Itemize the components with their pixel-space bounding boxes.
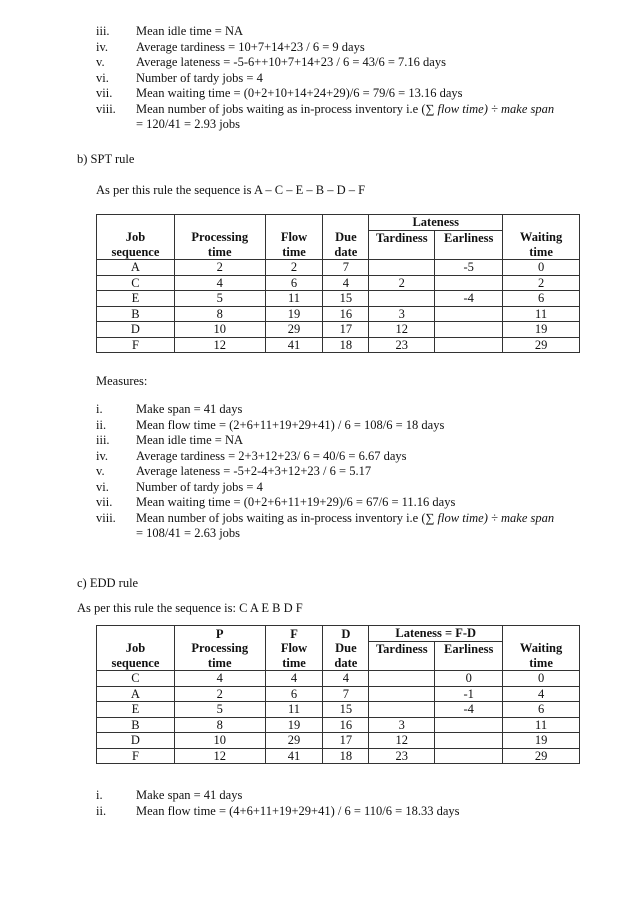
- tardiness-header: Tardiness: [369, 641, 435, 671]
- list-text: Mean waiting time = (0+2+10+14+24+29)/6 = 79/6 = 13.16 days: [136, 86, 463, 100]
- tardiness-cell: 12: [369, 733, 435, 749]
- job-cell: E: [97, 291, 175, 307]
- spt-measures-list: [0, 403, 638, 543]
- waiting-time-cell: 6: [503, 702, 580, 718]
- flow-time-cell: 41: [265, 748, 323, 764]
- list-number: ii.: [96, 417, 107, 432]
- flow-time-cell: 19: [265, 717, 323, 733]
- edd-table-body: [97, 671, 580, 764]
- processing-time-cell: 12: [174, 748, 265, 764]
- table-row: [97, 748, 580, 764]
- list-item: [0, 527, 638, 543]
- list-text: [136, 103, 554, 116]
- list-number: vii.: [96, 86, 113, 100]
- list-number: viii.: [96, 510, 116, 525]
- table-row: [97, 702, 580, 718]
- due-header: Due: [323, 641, 369, 656]
- list-item: [0, 103, 638, 119]
- flow-time-cell: 6: [265, 686, 323, 702]
- list-text-plain: Mean number of jobs waiting as in-process inventory i.e (: [136, 510, 426, 525]
- waiting-header: Waiting: [503, 230, 580, 245]
- job-header: Job: [97, 641, 175, 656]
- earliness-cell: [435, 748, 503, 764]
- flow-time-cell: 29: [265, 733, 323, 749]
- due-date-cell: 17: [323, 733, 369, 749]
- tardiness-cell: 23: [369, 748, 435, 764]
- job-cell: E: [97, 702, 175, 718]
- due-header: Due: [323, 230, 369, 245]
- list-text: Mean waiting time = (0+2+6+11+19+29)/6 = 67/6 = 11.16 days: [136, 495, 456, 509]
- tardiness-cell: [369, 702, 435, 718]
- earliness-cell: -4: [435, 702, 503, 718]
- earliness-cell: -5: [435, 260, 503, 276]
- tardiness-cell: [369, 686, 435, 702]
- table-row: [97, 337, 580, 353]
- earliness-cell: 0: [435, 671, 503, 687]
- spt-table: [96, 214, 580, 353]
- due-header-2: date: [323, 656, 369, 671]
- list-text-math: ∑ flow time) ÷ make span: [425, 101, 555, 116]
- measures-label: Measures:: [96, 374, 148, 388]
- processing-time-cell: 8: [174, 306, 265, 322]
- processing-time-cell: 8: [174, 717, 265, 733]
- table-header-row: [97, 641, 580, 656]
- table-row: [97, 671, 580, 687]
- lateness-header: Lateness: [369, 215, 503, 231]
- waiting-time-cell: 0: [503, 671, 580, 687]
- due-date-cell: 7: [323, 686, 369, 702]
- list-text-math: ∑ flow time) ÷ make span: [425, 510, 555, 525]
- processing-time-cell: 4: [174, 671, 265, 687]
- waiting-time-cell: 19: [503, 322, 580, 338]
- list-item: [0, 481, 638, 497]
- list-item: [0, 41, 638, 57]
- list-text: = 108/41 = 2.63 jobs: [136, 526, 241, 540]
- table-header-row: [97, 230, 580, 245]
- table-row: [97, 275, 580, 291]
- f-header: F: [265, 626, 323, 642]
- list-text: Average lateness = -5+2-4+3+12+23 / 6 = 5.17: [136, 464, 372, 478]
- tardiness-header: Tardiness: [369, 230, 435, 260]
- earliness-cell: -4: [435, 291, 503, 307]
- tardiness-cell: [369, 260, 435, 276]
- due-date-cell: 7: [323, 260, 369, 276]
- earliness-header: Earliness: [435, 230, 503, 260]
- list-text: Average tardiness = 10+7+14+23 / 6 = 9 days: [136, 39, 365, 54]
- earliness-cell: [435, 337, 503, 353]
- tardiness-cell: 2: [369, 275, 435, 291]
- processing-header: Processing: [174, 641, 265, 656]
- list-number: ii.: [96, 803, 107, 818]
- list-number: i.: [96, 402, 103, 416]
- list-number: iv.: [96, 39, 109, 54]
- list-item: [0, 118, 638, 134]
- waiting-time-cell: 19: [503, 733, 580, 749]
- earliness-cell: [435, 306, 503, 322]
- due-date-cell: 18: [323, 337, 369, 353]
- header-cell: [97, 626, 175, 642]
- flow-time-cell: 11: [265, 702, 323, 718]
- waiting-time-cell: 29: [503, 748, 580, 764]
- job-header-2: sequence: [97, 656, 175, 671]
- list-item: [0, 465, 638, 481]
- earliness-cell: [435, 733, 503, 749]
- list-number: viii.: [96, 101, 116, 116]
- list-item: [0, 419, 638, 435]
- job-header: Job: [97, 230, 175, 245]
- job-cell: F: [97, 337, 175, 353]
- list-text: Make span = 41 days: [136, 788, 243, 802]
- list-number: iii.: [96, 24, 110, 38]
- job-cell: C: [97, 275, 175, 291]
- flow-time-cell: 2: [265, 260, 323, 276]
- processing-header: Processing: [174, 230, 265, 245]
- list-number: vi.: [96, 479, 109, 494]
- tardiness-cell: [369, 291, 435, 307]
- table-row: [97, 291, 580, 307]
- earliness-cell: [435, 275, 503, 291]
- earliness-header: Earliness: [435, 641, 503, 671]
- due-date-cell: 15: [323, 702, 369, 718]
- waiting-time-cell: 29: [503, 337, 580, 353]
- job-cell: C: [97, 671, 175, 687]
- flow-header-2: time: [265, 245, 323, 260]
- job-cell: D: [97, 322, 175, 338]
- list-text: Average tardiness = 2+3+12+23/ 6 = 40/6 = 6.67 days: [136, 448, 407, 463]
- waiting-time-cell: 4: [503, 686, 580, 702]
- flow-time-cell: 11: [265, 291, 323, 307]
- processing-time-cell: 5: [174, 291, 265, 307]
- waiting-header-2: time: [503, 245, 580, 260]
- processing-time-cell: 10: [174, 733, 265, 749]
- list-text: Number of tardy jobs = 4: [136, 479, 263, 494]
- list-number: vii.: [96, 495, 113, 509]
- list-text-plain: Mean number of jobs waiting as in-process inventory i.e (: [136, 101, 426, 116]
- list-number: v.: [96, 55, 105, 69]
- due-date-cell: 16: [323, 306, 369, 322]
- edd-measures-list: [0, 789, 638, 820]
- edd-table: [96, 625, 580, 764]
- list-item: [0, 496, 638, 512]
- flow-header: Flow: [265, 230, 323, 245]
- spt-table-body: [97, 260, 580, 353]
- list-text: [136, 512, 554, 525]
- list-text: Average lateness = -5-6++10+7+14+23 / 6 = 43/6 = 7.16 days: [136, 55, 446, 69]
- list-number: iv.: [96, 448, 109, 463]
- processing-header-2: time: [174, 245, 265, 260]
- list-text: Mean idle time = NA: [136, 433, 244, 447]
- list-text: Mean flow time = (4+6+11+19+29+41) / 6 = 110/6 = 18.33 days: [136, 803, 460, 818]
- flow-time-cell: 41: [265, 337, 323, 353]
- list-item: [0, 25, 638, 41]
- waiting-time-cell: 0: [503, 260, 580, 276]
- flow-time-cell: 29: [265, 322, 323, 338]
- list-item: [0, 450, 638, 466]
- tardiness-cell: 12: [369, 322, 435, 338]
- waiting-time-cell: 6: [503, 291, 580, 307]
- flow-header: Flow: [265, 641, 323, 656]
- list-item: [0, 789, 638, 805]
- list-item: [0, 512, 638, 528]
- waiting-header: Waiting: [503, 641, 580, 656]
- earliness-cell: -1: [435, 686, 503, 702]
- header-cell: [503, 215, 580, 231]
- list-text: Number of tardy jobs = 4: [136, 70, 263, 85]
- table-row: [97, 686, 580, 702]
- processing-time-cell: 10: [174, 322, 265, 338]
- waiting-time-cell: 2: [503, 275, 580, 291]
- top-measures-list: [0, 25, 638, 134]
- due-date-cell: 4: [323, 671, 369, 687]
- list-item: [0, 72, 638, 88]
- list-item: [0, 805, 638, 821]
- due-date-cell: 18: [323, 748, 369, 764]
- table-row: [97, 322, 580, 338]
- job-header-2: sequence: [97, 245, 175, 260]
- processing-time-cell: 2: [174, 260, 265, 276]
- job-cell: A: [97, 686, 175, 702]
- earliness-cell: [435, 717, 503, 733]
- section-b-heading: b) SPT rule: [77, 152, 135, 166]
- list-number: vi.: [96, 70, 109, 85]
- list-text: Mean flow time = (2+6+11+19+29+41) / 6 = 108/6 = 18 days: [136, 417, 445, 432]
- earliness-cell: [435, 322, 503, 338]
- flow-header-2: time: [265, 656, 323, 671]
- d-header: D: [323, 626, 369, 642]
- list-text: Make span = 41 days: [136, 402, 243, 416]
- job-cell: B: [97, 306, 175, 322]
- due-date-cell: 16: [323, 717, 369, 733]
- table-row: [97, 260, 580, 276]
- header-cell: [323, 215, 369, 231]
- header-cell: [97, 215, 175, 231]
- job-cell: F: [97, 748, 175, 764]
- header-cell: [265, 215, 323, 231]
- waiting-header-2: time: [503, 656, 580, 671]
- tardiness-cell: 3: [369, 306, 435, 322]
- list-text: = 120/41 = 2.93 jobs: [136, 117, 241, 131]
- list-item: [0, 87, 638, 103]
- flow-time-cell: 6: [265, 275, 323, 291]
- table-row: [97, 717, 580, 733]
- processing-time-cell: 12: [174, 337, 265, 353]
- section-c-heading: c) EDD rule: [77, 576, 139, 590]
- table-header-row: [97, 626, 580, 642]
- job-cell: A: [97, 260, 175, 276]
- job-cell: B: [97, 717, 175, 733]
- list-text: Mean idle time = NA: [136, 24, 244, 38]
- processing-time-cell: 2: [174, 686, 265, 702]
- flow-time-cell: 4: [265, 671, 323, 687]
- flow-time-cell: 19: [265, 306, 323, 322]
- table-header-row: [97, 656, 580, 671]
- due-date-cell: 17: [323, 322, 369, 338]
- table-row: [97, 306, 580, 322]
- lateness-header: Lateness = F-D: [369, 626, 503, 642]
- list-number: i.: [96, 788, 103, 802]
- table-row: [97, 733, 580, 749]
- section-b-sequence: As per this rule the sequence is A – C – E – B – D – F: [96, 183, 366, 197]
- processing-time-cell: 4: [174, 275, 265, 291]
- table-header-row: [97, 245, 580, 260]
- tardiness-cell: [369, 671, 435, 687]
- waiting-time-cell: 11: [503, 306, 580, 322]
- job-cell: D: [97, 733, 175, 749]
- list-item: [0, 403, 638, 419]
- processing-time-cell: 5: [174, 702, 265, 718]
- list-number: iii.: [96, 433, 110, 447]
- table-header-row: [97, 215, 580, 231]
- p-header: P: [174, 626, 265, 642]
- due-date-cell: 4: [323, 275, 369, 291]
- list-number: v.: [96, 464, 105, 478]
- waiting-time-cell: 11: [503, 717, 580, 733]
- tardiness-cell: 23: [369, 337, 435, 353]
- header-cell: [174, 215, 265, 231]
- list-item: [0, 56, 638, 72]
- due-header-2: date: [323, 245, 369, 260]
- tardiness-cell: 3: [369, 717, 435, 733]
- section-c-sequence: As per this rule the sequence is: C A E B D F: [77, 601, 303, 615]
- processing-header-2: time: [174, 656, 265, 671]
- header-cell: [503, 626, 580, 642]
- list-item: [0, 434, 638, 450]
- due-date-cell: 15: [323, 291, 369, 307]
